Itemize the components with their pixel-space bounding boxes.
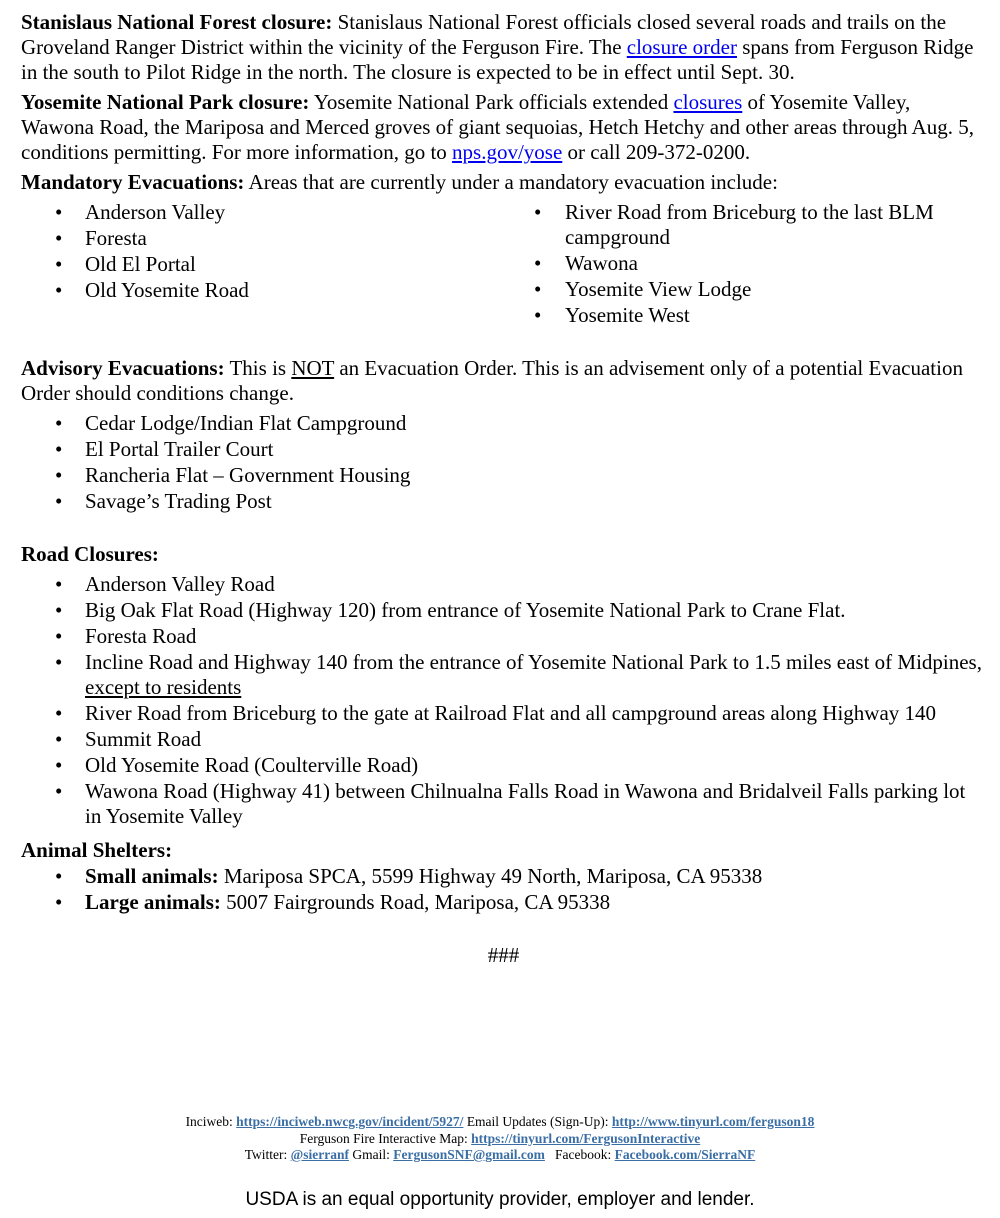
list-item: • Foresta (21, 226, 534, 251)
except-residents-emphasis: except to residents (85, 675, 242, 699)
mandatory-heading: Mandatory Evacuations: (21, 170, 245, 194)
large-animals-label: Large animals: (85, 890, 221, 914)
list-item: • Savage’s Trading Post (21, 489, 986, 514)
list-item: • Cedar Lodge/Indian Flat Campground (21, 411, 986, 436)
mandatory-evacuation-lists (21, 200, 986, 329)
shelters-heading: Animal Shelters: (21, 838, 173, 862)
map-link[interactable]: https://tinyurl.com/FergusonInteractive (471, 1130, 701, 1146)
advisory-text-2: an Evacuation Order. This is an advisement only of a potential Evacuation Order should conditions change. (21, 356, 963, 405)
shelters-heading-paragraph (21, 838, 986, 863)
small-animals-label: Small animals: (85, 864, 219, 888)
advisory-paragraph (21, 356, 986, 406)
facebook-link[interactable]: Facebook.com/SierraNF (614, 1147, 756, 1162)
stanislaus-heading: Stanislaus National Forest closure: (21, 10, 333, 34)
spacer (21, 329, 986, 356)
gmail-label: Gmail: (352, 1147, 390, 1162)
end-mark: ### (487, 943, 520, 967)
road-closures-list (21, 572, 986, 829)
yosemite-paragraph (21, 90, 986, 165)
advisory-list (21, 411, 986, 514)
email-updates-label: Email Updates (Sign-Up): (466, 1114, 609, 1129)
footer-line-2 (0, 1131, 1000, 1148)
not-emphasis: NOT (291, 356, 335, 380)
yosemite-text-1: Yosemite National Park officials extended (313, 90, 669, 114)
mandatory-intro: Areas that are currently under a mandatory evacuation include: (248, 170, 778, 194)
list-item (21, 864, 986, 889)
mandatory-paragraph (21, 170, 986, 195)
spacer (21, 515, 986, 542)
stanislaus-text-1: Stanislaus National Forest officials closed several roads and trails on the Groveland Ranger District within the vicinity of the Ferguson Fire. The (21, 10, 947, 59)
advisory-heading: Advisory Evacuations: (21, 356, 225, 380)
facebook-label: Facebook: (555, 1147, 612, 1162)
list-item: • Wawona (534, 251, 986, 276)
list-item: • Foresta Road (21, 624, 986, 649)
document-body (21, 10, 986, 973)
list-item: • Rancheria Flat – Government Housing (21, 463, 986, 488)
inciweb-link[interactable]: https://inciweb.nwcg.gov/incident/5927/ (236, 1114, 464, 1129)
closures-link[interactable]: closures (673, 90, 743, 114)
twitter-link[interactable]: @sierranf (290, 1147, 349, 1162)
list-item: • Yosemite View Lodge (534, 277, 986, 302)
footer-line-1 (0, 1114, 1000, 1131)
email-updates-link[interactable]: http://www.tinyurl.com/ferguson18 (611, 1114, 815, 1129)
road-item-4-text: Incline Road and Highway 140 from the entrance of Yosemite National Park to 1.5 miles east of Midpines, (85, 650, 982, 674)
yosemite-heading: Yosemite National Park closure: (21, 90, 310, 114)
list-item: • Wawona Road (Highway 41) between Chilnualna Falls Road in Wawona and Bridalveil Falls parking lot in Yosemite Valley (21, 779, 986, 829)
list-item: • Summit Road (21, 727, 986, 752)
yosemite-text-3: or call 209-372-0200. (567, 140, 751, 164)
list-item: • Old Yosemite Road (Coulterville Road) (21, 753, 986, 778)
stanislaus-paragraph (21, 10, 986, 85)
list-item: • Yosemite West (534, 303, 986, 328)
gmail-link[interactable]: FergusonSNF@gmail.com (393, 1147, 545, 1162)
map-label: Ferguson Fire Interactive Map: (299, 1130, 468, 1146)
footer-line-3 (0, 1147, 1000, 1164)
inciweb-label: Inciweb: (185, 1114, 233, 1129)
advisory-text-1: This is (229, 356, 287, 380)
stanislaus-text-2: spans from Ferguson Ridge in the south to Pilot Ridge in the north. The closure is expected to be in effect until Sept. 30. (21, 35, 974, 84)
list-item: • Big Oak Flat Road (Highway 120) from entrance of Yosemite National Park to Crane Flat. (21, 598, 986, 623)
list-item: • Anderson Valley (21, 200, 534, 225)
list-item: • Old Yosemite Road (21, 278, 534, 303)
mandatory-list-left (21, 200, 534, 329)
list-item (21, 890, 986, 915)
nps-link[interactable]: nps.gov/yose (452, 140, 563, 164)
closure-order-link[interactable]: closure order (626, 35, 737, 59)
list-item: • Anderson Valley Road (21, 572, 986, 597)
list-item: • River Road from Briceburg to the last BLM campground (534, 200, 986, 250)
small-animals-text: Mariposa SPCA, 5599 Highway 49 North, Mariposa, CA 95338 (223, 864, 763, 888)
list-item: • Old El Portal (21, 252, 534, 277)
roads-heading: Road Closures: (21, 542, 159, 566)
large-animals-text: 5007 Fairgrounds Road, Mariposa, CA 95338 (226, 890, 611, 914)
twitter-label: Twitter: (244, 1147, 288, 1162)
usda-statement: USDA is an equal opportunity provider, employer and lender. (245, 1189, 755, 1210)
list-item: • El Portal Trailer Court (21, 437, 986, 462)
yosemite-text-2: of Yosemite Valley, Wawona Road, the Mariposa and Merced groves of giant sequoias, Hetch Hetchy and other areas through Aug. 5, conditions permitting. For more information, go to (21, 90, 974, 164)
mandatory-list-right (534, 200, 986, 329)
footer-contacts (0, 1114, 1000, 1164)
list-item: • River Road from Briceburg to the gate at Railroad Flat and all campground areas along Highway 140 (21, 701, 986, 726)
list-item (21, 650, 986, 700)
roads-heading-paragraph (21, 542, 986, 567)
animal-shelters-list (21, 864, 986, 915)
